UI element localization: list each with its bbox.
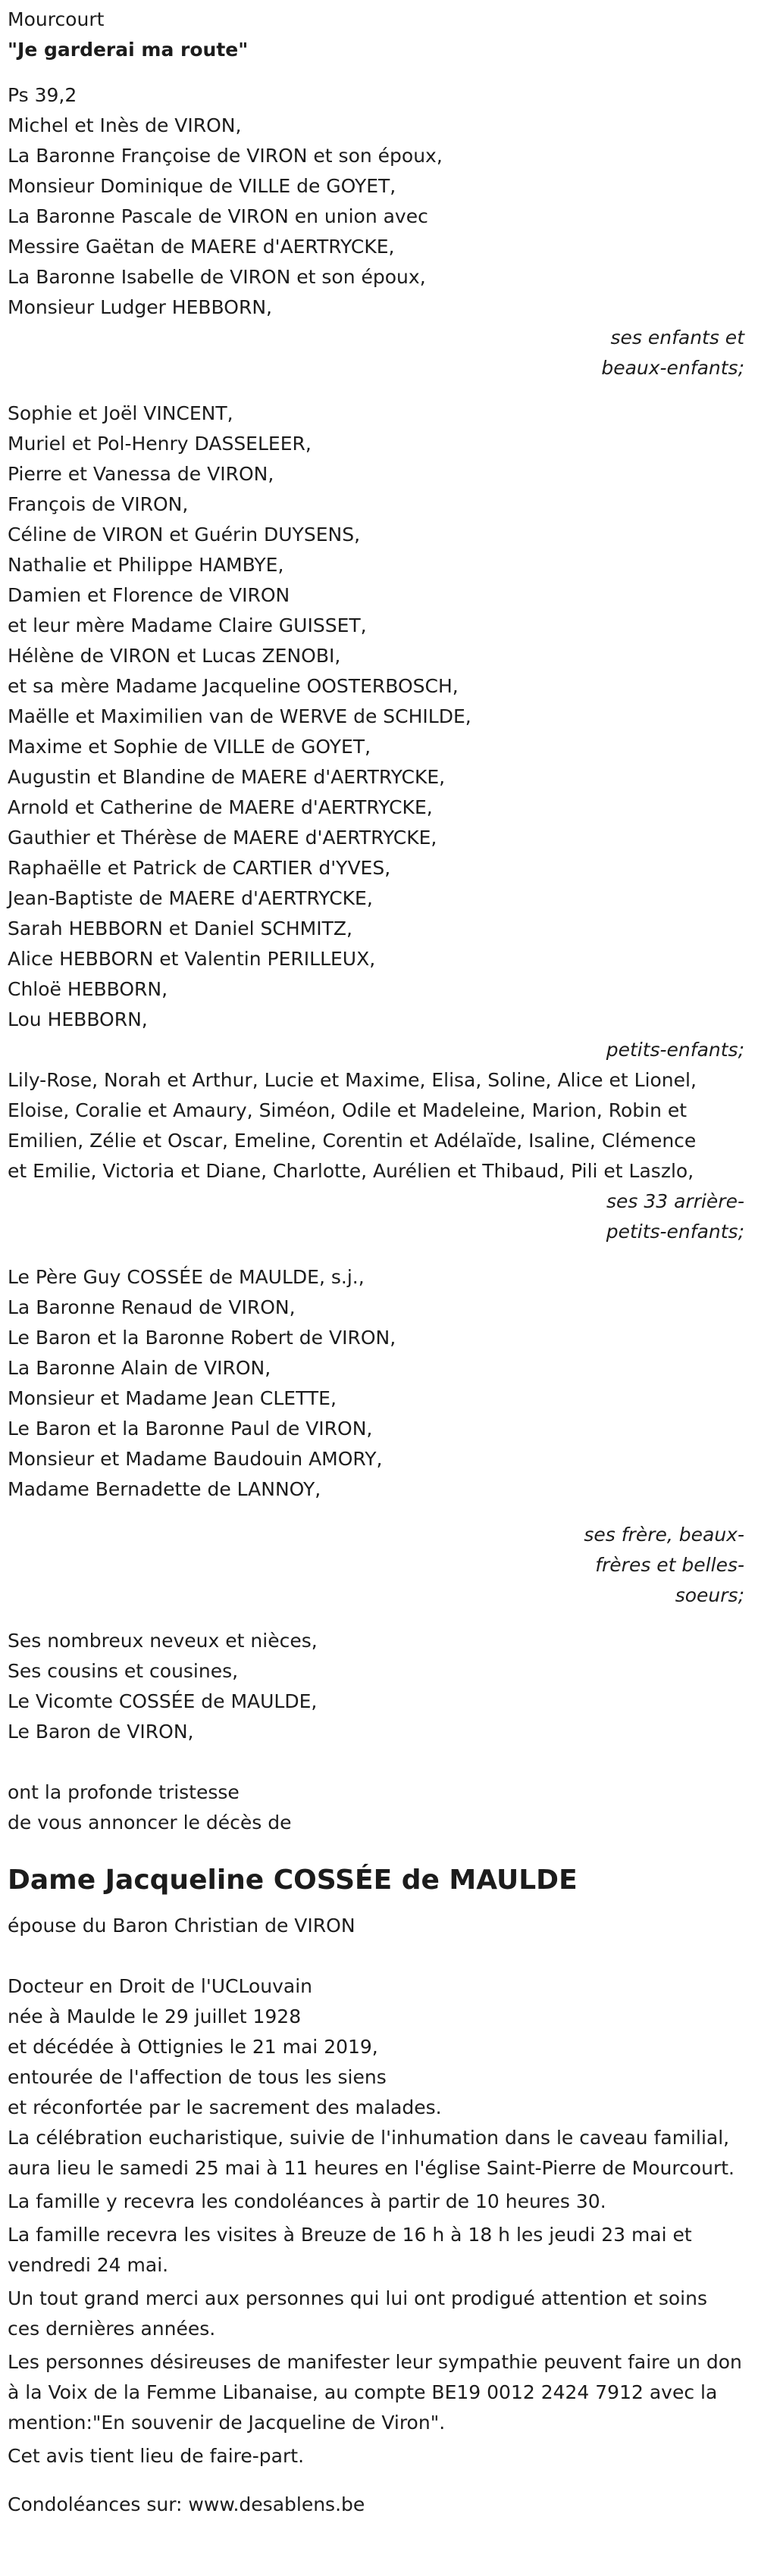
list-item: Sarah HEBBORN et Daniel SCHMITZ,	[8, 918, 352, 939]
spacer	[8, 1247, 744, 1262]
siblings-label: ses frère, beaux-	[584, 1524, 744, 1546]
spacer	[8, 1941, 744, 1971]
list-item: Le Baron de VIRON,	[8, 1721, 194, 1743]
list-item: La Baronne Alain de VIRON,	[8, 1357, 271, 1379]
list-item: Damien et Florence de VIRON	[8, 584, 290, 606]
detail-line: née à Maulde le 29 juillet 1928	[8, 2005, 302, 2027]
list-item: Arnold et Catherine de MAERE d'AERTRYCKE,	[8, 796, 433, 818]
list-item: Lily-Rose, Norah et Arthur, Lucie et Maxime, Elisa, Soline, Alice et Lionel,	[8, 1069, 697, 1091]
announce-line: de vous annoncer le décès de	[8, 1812, 292, 1834]
list-item: Pierre et Vanessa de VIRON,	[8, 463, 274, 485]
list-item: Monsieur Dominique de VILLE de GOYET,	[8, 175, 396, 197]
donation-paragraph: Les personnes désireuses de manifester leur sympathie peuvent faire un don à la Voix de la Femme Libanaise, au compte BE19 0012 2424 7912 avec la mention:"En souvenir de Jacqueline de Viron".	[8, 2351, 742, 2434]
list-item: Chloë HEBBORN,	[8, 978, 168, 1000]
list-item: La Baronne Françoise de VIRON et son époux,	[8, 145, 443, 167]
great-grandchildren-label: petits-enfants;	[606, 1221, 744, 1243]
list-item: Le Vicomte COSSÉE de MAULDE,	[8, 1690, 318, 1712]
list-item: Gauthier et Thérèse de MAERE d'AERTRYCKE,	[8, 827, 437, 849]
siblings-label: soeurs;	[675, 1584, 744, 1606]
list-item: Emilien, Zélie et Oscar, Emeline, Corentin et Adélaïde, Isaline, Clémence	[8, 1130, 697, 1152]
detail-line: et décédée à Ottignies le 21 mai 2019,	[8, 2036, 378, 2058]
list-item: Monsieur et Madame Baudouin AMORY,	[8, 1448, 383, 1470]
announce-line: ont la profonde tristesse	[8, 1781, 240, 1803]
detail-line: et réconfortée par le sacrement des malades.	[8, 2096, 442, 2118]
grandchildren-label: petits-enfants;	[606, 1039, 744, 1061]
list-item: La Baronne Renaud de VIRON,	[8, 1296, 296, 1318]
info-paragraphs	[8, 2123, 744, 2471]
list-item: Sophie et Joël VINCENT,	[8, 402, 233, 424]
spacer	[8, 383, 744, 399]
list-item: Le Baron et la Baronne Paul de VIRON,	[8, 1418, 373, 1440]
notice-paragraph: Cet avis tient lieu de faire-part.	[8, 2445, 305, 2467]
list-item: Maëlle et Maximilien van de WERVE de SCHILDE,	[8, 705, 471, 727]
list-item: La Baronne Pascale de VIRON en union avec	[8, 205, 428, 227]
ceremony-paragraph: La célébration eucharistique, suivie de l'inhumation dans le caveau familial, aura lieu le samedi 25 mai à 11 heures en l'église Saint-Pierre de Mourcourt.	[8, 2127, 735, 2179]
list-item: Le Baron et la Baronne Robert de VIRON,	[8, 1327, 396, 1349]
list-item: Jean-Baptiste de MAERE d'AERTRYCKE,	[8, 887, 373, 909]
detail-line: entourée de l'affection de tous les siens	[8, 2066, 387, 2088]
siblings-list	[8, 1262, 744, 1505]
list-item: François de VIRON,	[8, 493, 189, 515]
details-list	[8, 1971, 744, 2123]
list-item: Eloise, Coralie et Amaury, Siméon, Odile et Madeleine, Marion, Robin et	[8, 1099, 688, 1121]
list-item: La Baronne Isabelle de VIRON et son époux,	[8, 266, 426, 288]
siblings-label: frères et belles-	[595, 1554, 744, 1576]
psalm-reference: Ps 39,2	[8, 84, 77, 106]
spacer	[8, 2474, 744, 2490]
great-grandchildren-list	[8, 1065, 744, 1186]
list-item: Ses nombreux neveux et nièces,	[8, 1630, 318, 1652]
spouse-line: épouse du Baron Christian de VIRON	[8, 1915, 356, 1937]
visits-paragraph: La famille recevra les visites à Breuze de 16 h à 18 h les jeudi 23 mai et vendredi 24 mai.	[8, 2224, 692, 2276]
list-item: Madame Bernadette de LANNOY,	[8, 1478, 321, 1500]
children-list	[8, 111, 744, 323]
spacer	[8, 1611, 744, 1626]
others-list	[8, 1626, 744, 1747]
list-item: et Emilie, Victoria et Diane, Charlotte, Aurélien et Thibaud, Pili et Laszlo,	[8, 1160, 694, 1182]
list-item: et sa mère Madame Jacqueline OOSTERBOSCH,	[8, 675, 459, 697]
grandchildren-list	[8, 399, 744, 1035]
spacer	[8, 1505, 744, 1520]
list-item: Nathalie et Philippe HAMBYE,	[8, 554, 284, 576]
list-item: Muriel et Pol-Henry DASSELEER,	[8, 433, 312, 455]
great-grandchildren-label: ses 33 arrière-	[606, 1190, 744, 1212]
list-item: Raphaëlle et Patrick de CARTIER d'YVES,	[8, 857, 391, 879]
announcement	[8, 1777, 744, 1838]
deceased-name: Dame Jacqueline COSSÉE de MAULDE	[8, 1865, 578, 1896]
spacer	[8, 1838, 744, 1853]
list-item: Ses cousins et cousines,	[8, 1660, 239, 1682]
list-item: Monsieur Ludger HEBBORN,	[8, 296, 272, 318]
children-label: beaux-enfants;	[601, 357, 744, 379]
condolences-link[interactable]: Condoléances sur: www.desablens.be	[8, 2493, 365, 2515]
list-item: Alice HEBBORN et Valentin PERILLEUX,	[8, 948, 376, 970]
list-item: Lou HEBBORN,	[8, 1008, 148, 1030]
list-item: Le Père Guy COSSÉE de MAULDE, s.j.,	[8, 1266, 365, 1288]
list-item: Monsieur et Madame Jean CLETTE,	[8, 1387, 337, 1409]
condolences-paragraph: La famille y recevra les condoléances à partir de 10 heures 30.	[8, 2190, 606, 2212]
list-item: et leur mère Madame Claire GUISSET,	[8, 614, 367, 636]
list-item: Hélène de VIRON et Lucas ZENOBI,	[8, 645, 341, 667]
list-item: Céline de VIRON et Guérin DUYSENS,	[8, 524, 361, 546]
thanks-paragraph: Un tout grand merci aux personnes qui lui ont prodigué attention et soins ces dernières années.	[8, 2287, 707, 2340]
spacer	[8, 65, 744, 80]
spacer	[8, 1747, 744, 1777]
children-label: ses enfants et	[610, 327, 744, 349]
place-name: Mourcourt	[8, 8, 105, 30]
list-item: Michel et Inès de VIRON,	[8, 114, 242, 136]
detail-line: Docteur en Droit de l'UCLouvain	[8, 1975, 312, 1997]
list-item: Messire Gaëtan de MAERE d'AERTRYCKE,	[8, 236, 395, 258]
motto-quote: "Je garderai ma route"	[8, 39, 249, 61]
list-item: Maxime et Sophie de VILLE de GOYET,	[8, 736, 371, 758]
list-item: Augustin et Blandine de MAERE d'AERTRYCKE,	[8, 766, 446, 788]
